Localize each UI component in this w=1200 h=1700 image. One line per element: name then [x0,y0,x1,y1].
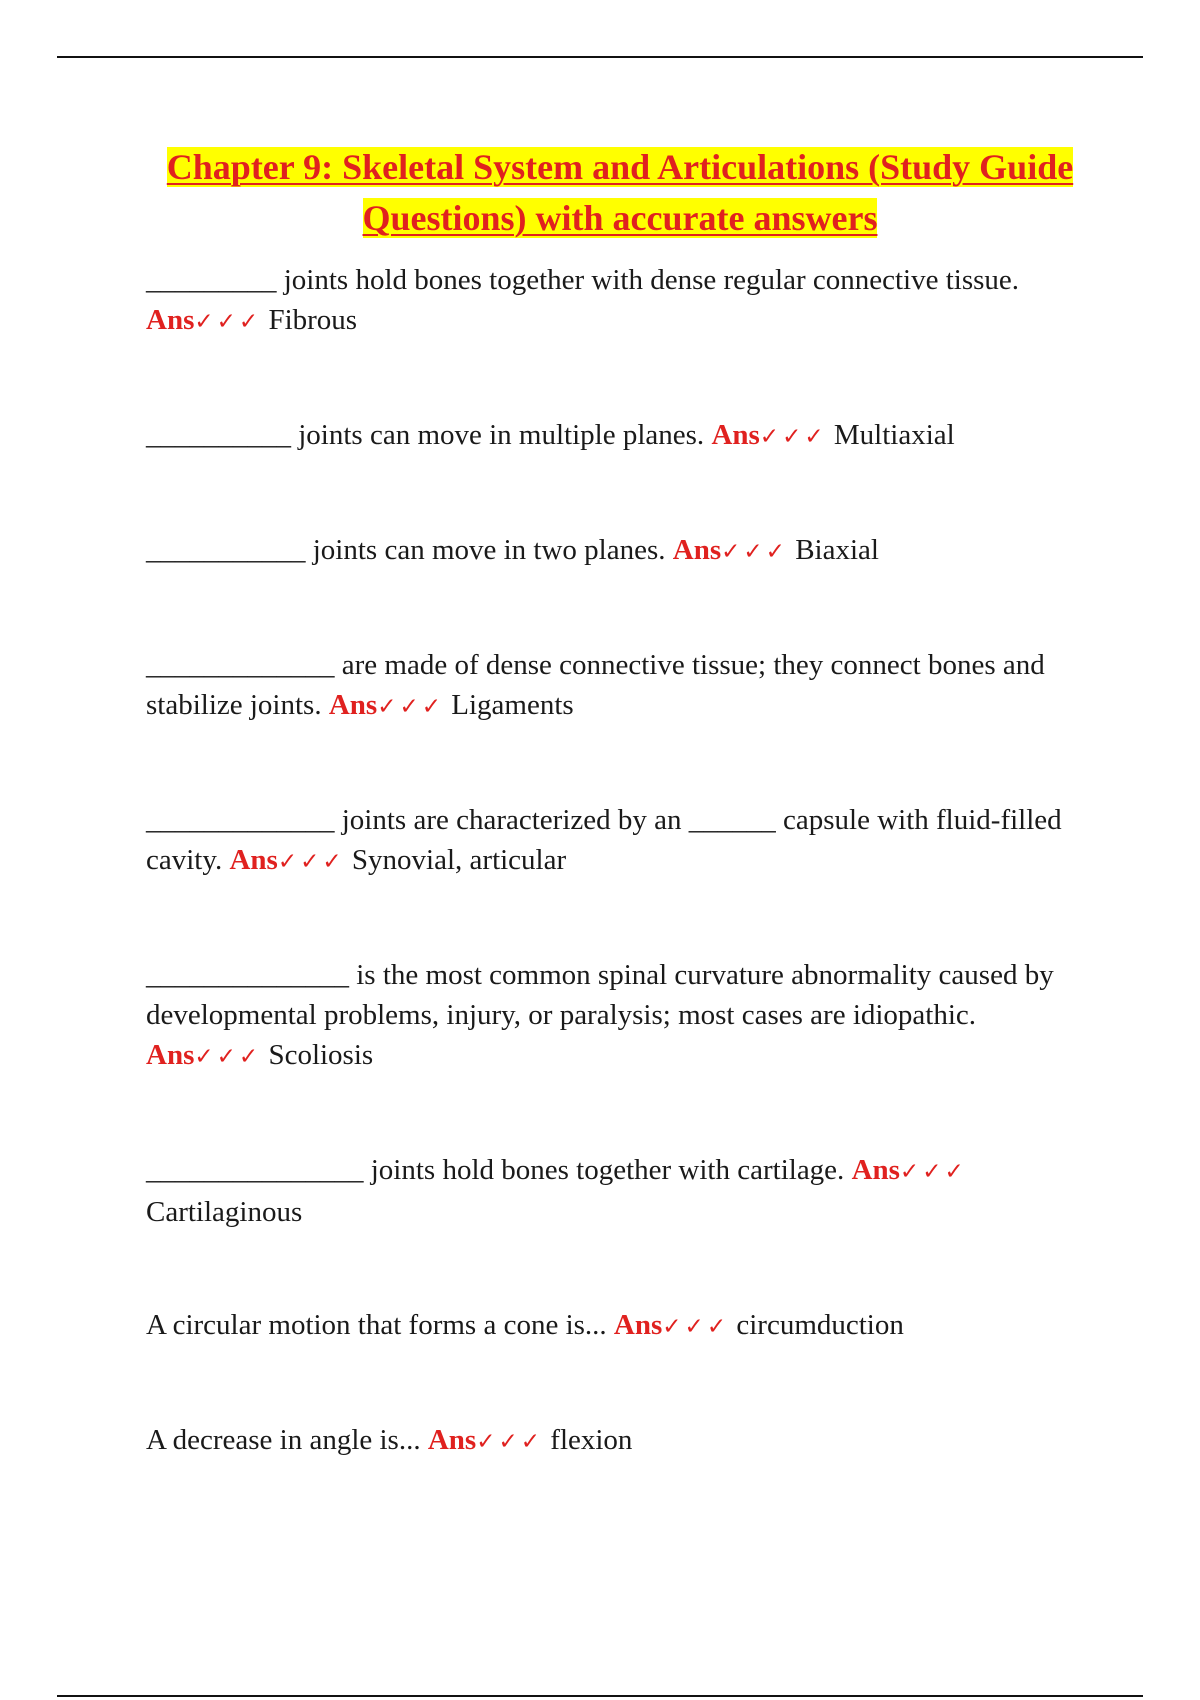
question-text: joints can move in multiple planes. [291,419,712,451]
answer-blank: _______________ [146,1154,364,1186]
answer-label: Ans [229,844,278,876]
answer-label: Ans [328,689,378,721]
answer-label: Ans [613,1309,663,1341]
answer-label: Ans [851,1154,900,1186]
question-item [146,800,1096,882]
answer-text: circumduction [729,1309,904,1341]
question-text: joints are characterized by an ______ capsule with fluid-filled cavity. [146,804,1062,876]
checkmark-icon: ✓✓✓ [899,1159,967,1185]
answer-blank: _________ [146,264,277,296]
question-item [146,645,1096,727]
checkmark-icon: ✓✓✓ [277,849,345,875]
answer-blank: ___________ [146,534,306,566]
answer-label: Ans [146,1039,195,1071]
answer-label: Ans [146,304,195,336]
answer-text: Multiaxial [826,419,955,451]
question-item [146,1305,1096,1347]
answer-label: Ans [427,1424,477,1456]
question-text: joints hold bones together with dense regular connective tissue. [276,264,1020,296]
checkmark-icon: ✓✓✓ [377,694,445,720]
document-title [140,142,1100,244]
question-text: joints hold bones together with cartilage. [363,1154,852,1186]
checkmark-icon: ✓✓✓ [721,539,788,565]
checkmark-icon: ✓✓✓ [759,424,827,450]
question-text: is the most common spinal curvature abnormality caused by developmental problems, injury, or paralysis; most cases are idiopathic. [146,959,1054,1031]
answer-text: Fibrous [261,304,358,336]
checkmark-icon: ✓✓✓ [194,309,262,335]
top-rule [57,56,1143,58]
answer-text: Cartilaginous [146,1196,303,1228]
answer-label: Ans [711,419,760,451]
answer-blank: __________ [146,419,291,451]
answer-text: Scoliosis [261,1039,374,1071]
answer-text: Ligaments [444,689,574,721]
bottom-rule [57,1695,1143,1697]
answer-blank: _____________ [146,649,335,681]
checkmark-icon: ✓✓✓ [194,1044,262,1070]
question-text: A circular motion that forms a cone is... [146,1309,614,1341]
question-list [146,260,1096,1535]
question-text: A decrease in angle is... [146,1424,428,1456]
question-item [146,1420,1096,1462]
question-item [146,530,1096,572]
question-item [146,955,1096,1077]
question-text: are made of dense connective tissue; they connect bones and stabilize joints. [146,649,1045,721]
answer-text: Biaxial [787,534,879,566]
answer-blank: ______________ [146,959,349,991]
answer-text: flexion [543,1424,633,1456]
title-text: Chapter 9: Skeletal System and Articulations (Study Guide Questions) with accurate answers [166,147,1074,238]
checkmark-icon: ✓✓✓ [476,1429,544,1455]
answer-blank: _____________ [146,804,335,836]
question-item [146,1150,1096,1232]
question-item [146,260,1096,342]
question-item [146,415,1096,457]
checkmark-icon: ✓✓✓ [662,1314,730,1340]
answer-text: Synovial, articular [344,844,567,876]
question-text: joints can move in two planes. [305,534,673,566]
answer-label: Ans [672,534,722,566]
